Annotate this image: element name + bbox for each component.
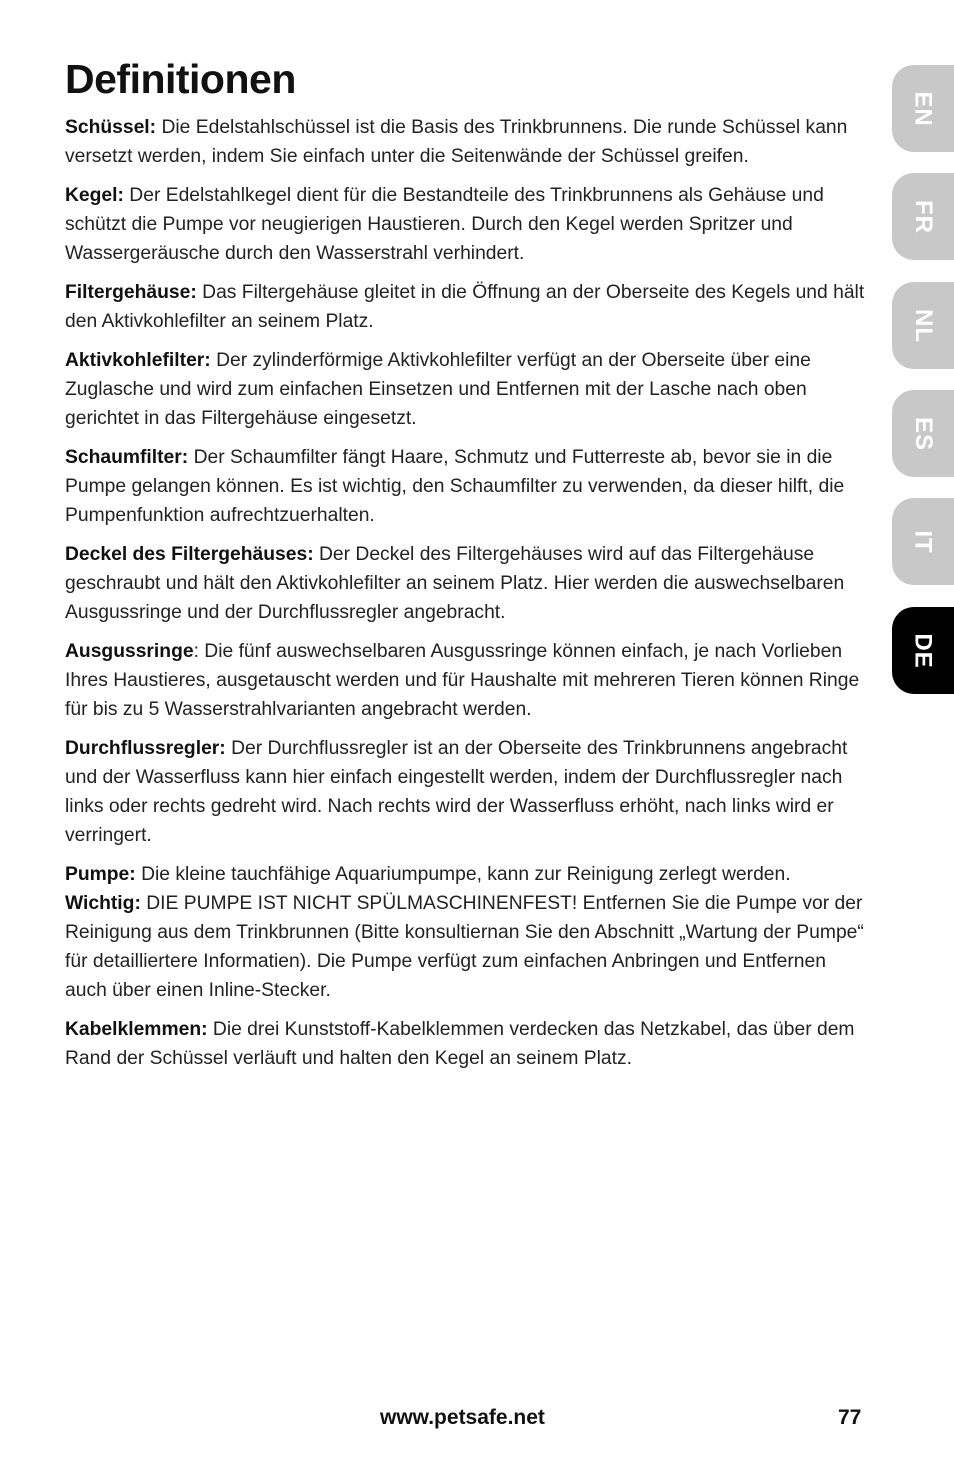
- definition-text: Der zylinderförmige Aktivkohlefilter verfügt an der Oberseite über eine Zuglasche und wird zum einfachen Einsetzen und Entfernen mit der Lasche nach oben gerichtet in das Filtergehäuse eingesetzt.: [65, 350, 811, 429]
- tab-label: EN: [910, 90, 937, 127]
- tab-nl[interactable]: [892, 282, 954, 369]
- definition-pumpe: [65, 860, 870, 1005]
- warning-term: Wichtig:: [65, 893, 141, 914]
- definition-ausgussringe: [65, 637, 870, 724]
- tab-de[interactable]: [892, 607, 954, 694]
- definition-term: Durchflussregler:: [65, 738, 226, 759]
- definition-text: Die Edelstahlschüssel ist die Basis des Trinkbrunnens. Die runde Schüssel kann versetzt werden, indem Sie einfach unter die Seitenwände der Schüssel greifen.: [65, 117, 848, 167]
- definition-term: Schaumfilter:: [65, 447, 189, 468]
- tab-label: NL: [910, 308, 937, 343]
- tab-es[interactable]: [892, 390, 954, 477]
- warning-text: DIE PUMPE IST NICHT SPÜLMASCHINENFEST! Entfernen Sie die Pumpe vor der Reinigung aus dem Trinkbrunnen (Bitte konsultiernan Sie den Abschnitt „Wartung der Pumpe“ für detailliertere Informatien). Die Pumpe verfügt zum einfachen Anbringen und Entfernen auch über einen Inline-Stecker.: [65, 893, 864, 1001]
- definition-term: Pumpe:: [65, 864, 136, 885]
- definition-schaumfilter: [65, 443, 870, 530]
- tab-fr[interactable]: [892, 173, 954, 260]
- definition-text: Der Schaumfilter fängt Haare, Schmutz und Futterreste ab, bevor sie in die Pumpe gelangen können. Es ist wichtig, den Schaumfilter zu verwenden, da dieser hilft, die Pumpenfunktion aufrechtzuerhalten.: [65, 447, 845, 526]
- tab-label: ES: [909, 416, 937, 451]
- tab-label: IT: [909, 529, 937, 554]
- definition-text: Das Filtergehäuse gleitet in die Öffnung an der Oberseite des Kegels und hält den Aktivkohlefilter an seinem Platz.: [65, 282, 865, 332]
- tab-en[interactable]: [892, 65, 954, 152]
- definition-term: Ausgussringe: [65, 641, 194, 662]
- definition-aktivkohlefilter: [65, 346, 870, 433]
- definition-filtergehaeuse: [65, 278, 870, 336]
- definition-text: Der Edelstahlkegel dient für die Bestandteile des Trinkbrunnens als Gehäuse und schützt die Pumpe vor neugierigen Haustieren. Durch den Kegel werden Spritzer und Wassergeräusche durch den Wasserstrahl verhindert.: [65, 185, 824, 264]
- definition-durchflussregler: [65, 734, 870, 850]
- definition-term: Deckel des Filtergehäuses:: [65, 544, 314, 565]
- definition-term: Aktivkohlefilter:: [65, 350, 211, 371]
- definition-text: : Die fünf auswechselbaren Ausgussringe können einfach, je nach Vorlieben Ihres Haustieres, ausgetauscht werden und für Haushalte mit mehreren Tieren können Ringe für bis zu 5 Wasserstrahlvarianten angebracht werden.: [65, 641, 860, 720]
- tab-label: FR: [910, 199, 937, 234]
- footer-url[interactable]: www.petsafe.net: [380, 1406, 545, 1429]
- definition-term: Schüssel:: [65, 117, 157, 138]
- definition-text: Die kleine tauchfähige Aquariumpumpe, kann zur Reinigung zerlegt werden.: [135, 864, 791, 885]
- tab-label: DE: [910, 632, 937, 669]
- definition-text: Die drei Kunststoff-Kabelklemmen verdecken das Netzkabel, das über dem Rand der Schüssel verläuft und halten den Kegel an seinem Platz.: [65, 1019, 855, 1069]
- definition-term: Kegel:: [65, 185, 124, 206]
- definition-kabelklemmen: [65, 1015, 870, 1073]
- definition-kegel: [65, 181, 870, 268]
- definition-term: Filtergehäuse:: [65, 282, 197, 303]
- definition-text: Der Deckel des Filtergehäuses wird auf das Filtergehäuse geschraubt und hält den Aktivkohlefilter an seinem Platz. Hier werden die auswechselbaren Ausgussringe und der Durchflussregler angebracht.: [65, 544, 845, 623]
- page-number: 77: [838, 1406, 862, 1429]
- definition-deckel: [65, 540, 870, 627]
- definitions-list: [65, 113, 870, 1083]
- definition-term: Kabelklemmen:: [65, 1019, 208, 1040]
- tab-it[interactable]: [892, 498, 954, 585]
- definition-text: Der Durchflussregler ist an der Oberseite des Trinkbrunnens angebracht und der Wasserfluss kann hier einfach eingestellt werden, indem der Durchflussregler nach links oder rechts gedreht wird. Nach rechts wird der Wasserfluss erhöht, nach links wird er verringert.: [65, 738, 848, 846]
- page-title: Definitionen: [65, 56, 296, 102]
- definition-schuessel: [65, 113, 870, 171]
- page-footer: [0, 1406, 954, 1436]
